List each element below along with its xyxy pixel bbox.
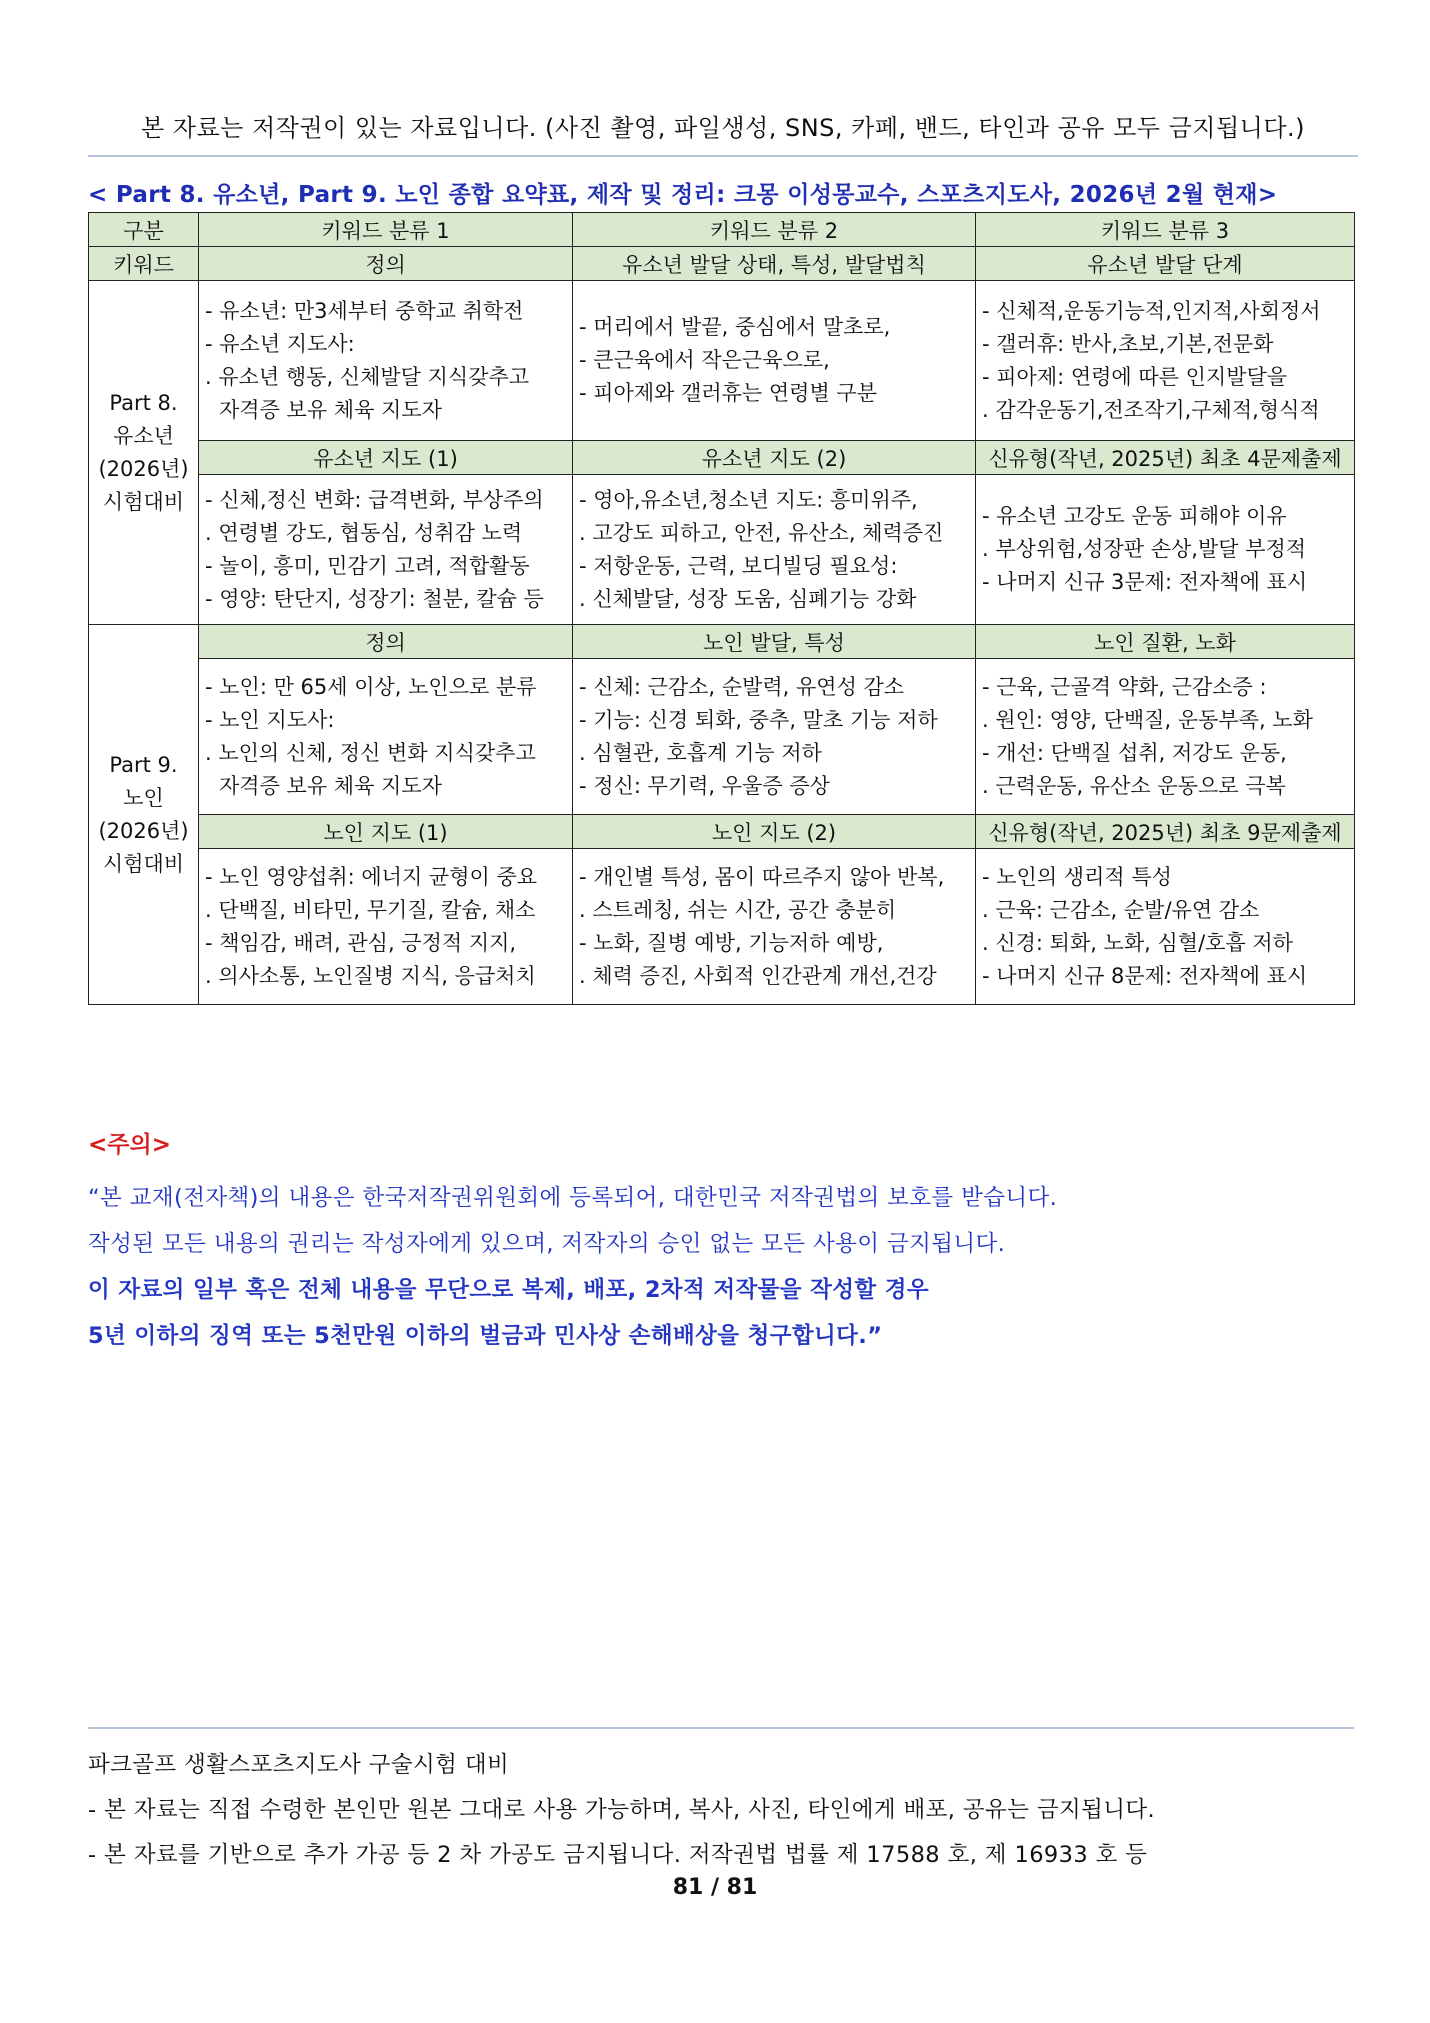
subheader-cell: 신유형(작년, 2025년) 최초 9문제출제 (976, 815, 1355, 849)
table-header-row (89, 213, 1355, 247)
notice-line: 5년 이하의 징역 또는 5천만원 이하의 벌금과 민사상 손해배상을 청구합니다.” (88, 1323, 883, 1349)
header-cell: 키워드 분류 3 (976, 213, 1355, 247)
header-cell: 키워드 분류 2 (573, 213, 976, 247)
table-row (89, 475, 1355, 625)
table-subheader-row (89, 441, 1355, 475)
summary-table (88, 212, 1355, 1005)
list-cell: - 노인: 만 65세 이상, 노인으로 분류 - 노인 지도사: . 노인의 신체, 정신 변화 지식갖추고 자격증 보유 체육 지도자 (199, 659, 573, 815)
table-row (89, 659, 1355, 815)
header-cell: 키워드 분류 1 (199, 213, 573, 247)
copyright-notice (88, 1126, 1358, 1359)
list-cell: - 영아,유소년,청소년 지도: 흥미위주, . 고강도 피하고, 안전, 유산소, 체력증진 - 저항운동, 근력, 보디빌딩 필요성: . 신체발달, 성장 도움, 심폐기능 강화 (573, 475, 976, 625)
list-cell: - 노인의 생리적 특성 . 근육: 근감소, 순발/유연 감소 . 신경: 퇴화, 노화, 심혈/호흡 저하 - 나머지 신규 8문제: 전자책에 표시 (976, 849, 1355, 1005)
subheader-cell: 정의 (199, 625, 573, 659)
list-cell: - 개인별 특성, 몸이 따르주지 않아 반복, . 스트레칭, 쉬는 시간, 공간 충분히 - 노화, 질병 예방, 기능저하 예방, . 체력 증진, 사회적 인간관계 개선,건강 (573, 849, 976, 1005)
copyright-header-note: 본 자료는 저작권이 있는 자료입니다. (사진 촬영, 파일생성, SNS, 카페, 밴드, 타인과 공유 모두 금지됩니다.) (88, 108, 1358, 157)
list-cell: - 신체,정신 변화: 급격변화, 부상주의 . 연령별 강도, 협동심, 성취감 노력 - 놀이, 흥미, 민감기 고려, 적합활동 - 영양: 탄단지, 성장기: 철분, 칼슘 등 (199, 475, 573, 625)
list-cell: - 유소년 고강도 운동 피해야 이유 . 부상위험,성장판 손상,발달 부정적 - 나머지 신규 3문제: 전자책에 표시 (976, 475, 1355, 625)
subheader-cell: 노인 지도 (1) (199, 815, 573, 849)
table-row (89, 281, 1355, 441)
subheader-cell: 노인 질환, 노화 (976, 625, 1355, 659)
subheader-cell: 노인 발달, 특성 (573, 625, 976, 659)
header-cell: 구분 (89, 213, 199, 247)
list-cell: - 머리에서 발끝, 중심에서 말초로, - 큰근육에서 작은근육으로, - 피아제와 갤러휴는 연령별 구분 (573, 281, 976, 441)
footer-line: - 본 자료를 기반으로 추가 가공 등 2 차 가공도 금지됩니다. 저작권법 법률 제 17588 호, 제 16933 호 등 (88, 1842, 1148, 1868)
table-keyword-row (89, 247, 1355, 281)
header-cell: 키워드 (89, 247, 199, 281)
part8-label: Part 8. 유소년 (2026년) 시험대비 (89, 281, 199, 625)
table-subheader-row (89, 625, 1355, 659)
part9-label: Part 9. 노인 (2026년) 시험대비 (89, 625, 199, 1005)
notice-line: 이 자료의 일부 혹은 전체 내용을 무단으로 복제, 배포, 2차적 저작물을 작성할 경우 (88, 1277, 930, 1303)
subheader-cell: 신유형(작년, 2025년) 최초 4문제출제 (976, 441, 1355, 475)
header-cell: 유소년 발달 단계 (976, 247, 1355, 281)
list-cell: - 신체적,운동기능적,인지적,사회정서 - 갤러휴: 반사,초보,기본,전문화 - 피아제: 연령에 따른 인지발달을 . 감각운동기,전조작기,구체적,형식적 (976, 281, 1355, 441)
notice-line: 작성된 모든 내용의 권리는 작성자에게 있으며, 저작자의 승인 없는 모든 사용이 금지됩니다. (88, 1231, 1006, 1257)
table-row (89, 849, 1355, 1005)
list-cell: - 근육, 근골격 약화, 근감소증 : . 원인: 영양, 단백질, 운동부족, 노화 - 개선: 단백질 섭취, 저강도 운동, . 근력운동, 유산소 운동으로 극복 (976, 659, 1355, 815)
header-cell: 유소년 발달 상태, 특성, 발달법칙 (573, 247, 976, 281)
list-cell: - 유소년: 만3세부터 중학교 취학전 - 유소년 지도사: . 유소년 행동, 신체발달 지식갖추고 자격증 보유 체육 지도자 (199, 281, 573, 441)
subheader-cell: 유소년 지도 (2) (573, 441, 976, 475)
list-cell: - 노인 영양섭취: 에너지 균형이 중요 . 단백질, 비타민, 무기질, 칼슘, 채소 - 책임감, 배려, 관심, 긍정적 지지, . 의사소통, 노인질병 지식, 응급처치 (199, 849, 573, 1005)
notice-line: “본 교재(전자책)의 내용은 한국저작권위원회에 등록되어, 대한민국 저작권법의 보호를 받습니다. (88, 1185, 1058, 1211)
table-subheader-row (89, 815, 1355, 849)
footer-line: - 본 자료는 직접 수령한 본인만 원본 그대로 사용 가능하며, 복사, 사진, 타인에게 배포, 공유는 금지됩니다. (88, 1797, 1156, 1823)
subheader-cell: 노인 지도 (2) (573, 815, 976, 849)
subheader-cell: 유소년 지도 (1) (199, 441, 573, 475)
list-cell: - 신체: 근감소, 순발력, 유연성 감소 - 기능: 신경 퇴화, 중추, 말초 기능 저하 . 심혈관, 호흡계 기능 저하 - 정신: 무기력, 우울증 증상 (573, 659, 976, 815)
header-cell: 정의 (199, 247, 573, 281)
footer-line: 파크골프 생활스포츠지도사 구술시험 대비 (88, 1752, 510, 1778)
notice-label: <주의> (88, 1132, 171, 1158)
page-number: 81 / 81 (672, 1875, 758, 1900)
page-footer (88, 1727, 1354, 1878)
summary-title: < Part 8. 유소년, Part 9. 노인 종합 요약표, 제작 및 정리: 크몽 이성몽교수, 스포츠지도사, 2026년 2월 현재> (88, 182, 1278, 208)
